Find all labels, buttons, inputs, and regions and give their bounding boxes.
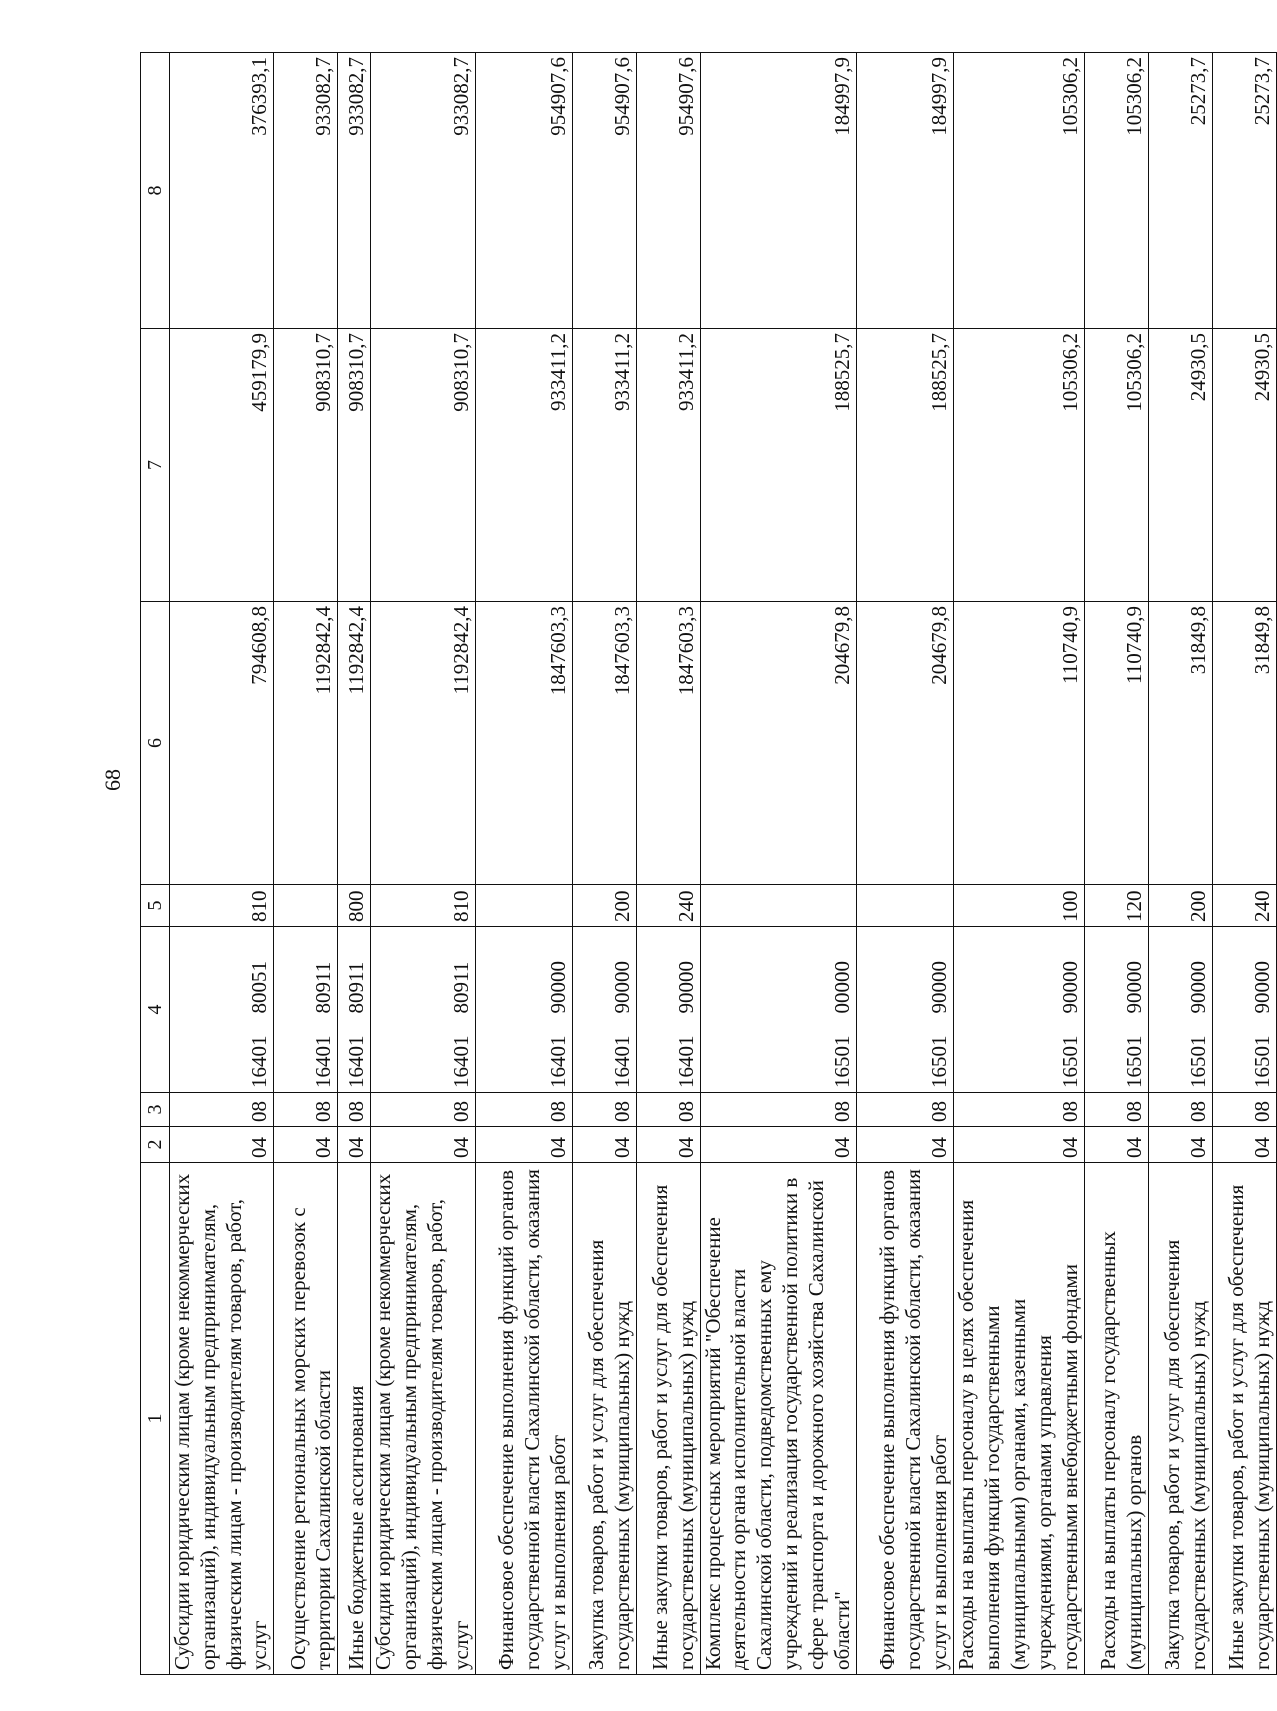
- header-cell: 7: [141, 329, 170, 602]
- amount-col8: 933082,7: [274, 53, 338, 329]
- direction-code: 80911: [311, 961, 336, 1014]
- program-code: 16501: [1185, 1035, 1210, 1088]
- subsection-code: 08: [338, 1093, 371, 1127]
- header-cell: 3: [141, 1093, 170, 1127]
- amount-col8: 105306,2: [1084, 53, 1148, 329]
- section-code: 04: [856, 1127, 953, 1163]
- amount-col7: 459179,9: [170, 329, 274, 602]
- header-cell: 5: [141, 885, 170, 927]
- section-code: 04: [953, 1127, 1084, 1163]
- direction-code: 90000: [545, 961, 570, 1014]
- row-name: Финансовое обеспечение выполнения функций органов государственной власти Сахалинской области, оказания услуг и выполнения работ: [856, 1163, 953, 1675]
- amount-col6: 1192842,4: [274, 602, 338, 885]
- expense-type-code: 100: [953, 885, 1084, 927]
- direction-code: 90000: [1185, 961, 1210, 1014]
- target-article-code: [636, 927, 700, 1093]
- target-article-code: [1084, 927, 1148, 1093]
- expense-type-code: [274, 885, 338, 927]
- table-row: [1212, 53, 1276, 1675]
- header-cell: 1: [141, 1163, 170, 1675]
- subsection-code: 08: [170, 1093, 274, 1127]
- expense-type-code: 800: [338, 885, 371, 927]
- expense-type-code: 810: [170, 885, 274, 927]
- program-code: 16501: [1057, 1035, 1082, 1088]
- amount-col6: 1847603,3: [475, 602, 572, 885]
- subsection-code: 08: [371, 1093, 475, 1127]
- subsection-code: 08: [572, 1093, 636, 1127]
- amount-col7: 188525,7: [700, 329, 856, 602]
- direction-code: 90000: [609, 961, 634, 1014]
- amount-col7: 188525,7: [856, 329, 953, 602]
- section-code: 04: [1148, 1127, 1212, 1163]
- program-code: 16401: [545, 1035, 570, 1088]
- header-cell: 8: [141, 53, 170, 329]
- amount-col7: 908310,7: [338, 329, 371, 602]
- subsection-code: 08: [856, 1093, 953, 1127]
- direction-code: 00000: [829, 961, 854, 1014]
- subsection-code: 08: [700, 1093, 856, 1127]
- target-article-code: [274, 927, 338, 1093]
- budget-table: [140, 52, 1277, 1675]
- table-row: [274, 53, 338, 1675]
- table-row: [636, 53, 700, 1675]
- amount-col8: 25273,7: [1212, 53, 1276, 329]
- target-article-code: [1148, 927, 1212, 1093]
- target-article-code: [953, 927, 1084, 1093]
- row-name: Закупка товаров, работ и услуг для обеспечения государственных (муниципальных) нужд: [1148, 1163, 1212, 1675]
- subsection-code: 08: [1212, 1093, 1276, 1127]
- program-code: 16501: [829, 1035, 854, 1088]
- amount-col6: 31849,8: [1212, 602, 1276, 885]
- amount-col8: 954907,6: [572, 53, 636, 329]
- section-code: 04: [700, 1127, 856, 1163]
- amount-col6: 110740,9: [1084, 602, 1148, 885]
- amount-col8: 376393,1: [170, 53, 274, 329]
- program-code: 16401: [609, 1035, 634, 1088]
- direction-code: 80911: [448, 961, 473, 1014]
- section-code: 04: [636, 1127, 700, 1163]
- amount-col8: 954907,6: [475, 53, 572, 329]
- amount-col6: 31849,8: [1148, 602, 1212, 885]
- table-row: [1148, 53, 1212, 1675]
- amount-col6: 204679,8: [700, 602, 856, 885]
- amount-col8: 184997,9: [856, 53, 953, 329]
- table-row: [1084, 53, 1148, 1675]
- section-code: 04: [475, 1127, 572, 1163]
- target-article-code: [338, 927, 371, 1093]
- row-name: Иные бюджетные ассигнования: [338, 1163, 371, 1675]
- target-article-code: [1212, 927, 1276, 1093]
- expense-type-code: [475, 885, 572, 927]
- direction-code: 90000: [1121, 961, 1146, 1014]
- row-name: Субсидии юридическим лицам (кроме некоммерческих организаций), индивидуальным предпринимателям, физическим лицам - производителям товаров, работ, услуг: [170, 1163, 274, 1675]
- row-name: Субсидии юридическим лицам (кроме некоммерческих организаций), индивидуальным предпринимателям, физическим лицам - производителям товаров, работ, услуг: [371, 1163, 475, 1675]
- row-name: Комплекс процессных мероприятий "Обеспечение деятельности органа исполнительной власти Сахалинской области, подведомственных ему учреждений и реализация государственной политики в сфере транспорта и дорожного хозяйства Сахалинской области": [700, 1163, 856, 1675]
- amount-col6: 1847603,3: [572, 602, 636, 885]
- table-row: [953, 53, 1084, 1675]
- amount-col8: 184997,9: [700, 53, 856, 329]
- amount-col7: 105306,2: [1084, 329, 1148, 602]
- page-number: 68: [100, 769, 125, 791]
- direction-code: 80051: [247, 961, 272, 1014]
- row-name: Иные закупки товаров, работ и услуг для обеспечения государственных (муниципальных) нужд: [1212, 1163, 1276, 1675]
- direction-code: 80911: [344, 961, 369, 1014]
- table-row: [338, 53, 371, 1675]
- amount-col6: 794608,8: [170, 602, 274, 885]
- expense-type-code: [856, 885, 953, 927]
- section-code: 04: [170, 1127, 274, 1163]
- section-code: 04: [572, 1127, 636, 1163]
- direction-code: 90000: [926, 961, 951, 1014]
- row-name: Осуществление региональных морских перевозок с территории Сахалинской области: [274, 1163, 338, 1675]
- table-row: [856, 53, 953, 1675]
- program-code: 16401: [311, 1035, 336, 1088]
- section-code: 04: [274, 1127, 338, 1163]
- row-name: Закупка товаров, работ и услуг для обеспечения государственных (муниципальных) нужд: [572, 1163, 636, 1675]
- row-name: Иные закупки товаров, работ и услуг для обеспечения государственных (муниципальных) нужд: [636, 1163, 700, 1675]
- direction-code: 90000: [673, 961, 698, 1014]
- amount-col6: 1192842,4: [371, 602, 475, 885]
- subsection-code: 08: [274, 1093, 338, 1127]
- amount-col8: 105306,2: [953, 53, 1084, 329]
- amount-col7: 24930,5: [1148, 329, 1212, 602]
- expense-type-code: 240: [1212, 885, 1276, 927]
- amount-col7: 105306,2: [953, 329, 1084, 602]
- section-code: 04: [371, 1127, 475, 1163]
- target-article-code: [572, 927, 636, 1093]
- row-name: Расходы на выплаты персоналу государственных (муниципальных) органов: [1084, 1163, 1148, 1675]
- amount-col7: 933411,2: [475, 329, 572, 602]
- subsection-code: 08: [475, 1093, 572, 1127]
- amount-col7: 933411,2: [572, 329, 636, 602]
- header-row: [141, 53, 170, 1675]
- target-article-code: [700, 927, 856, 1093]
- target-article-code: [856, 927, 953, 1093]
- amount-col7: 24930,5: [1212, 329, 1276, 602]
- amount-col8: 25273,7: [1148, 53, 1212, 329]
- target-article-code: [170, 927, 274, 1093]
- header-cell: 6: [141, 602, 170, 885]
- amount-col6: 204679,8: [856, 602, 953, 885]
- expense-type-code: [700, 885, 856, 927]
- target-article-code: [371, 927, 475, 1093]
- program-code: 16501: [1121, 1035, 1146, 1088]
- expense-type-code: 200: [1148, 885, 1212, 927]
- table-row: [700, 53, 856, 1675]
- amount-col8: 933082,7: [371, 53, 475, 329]
- amount-col7: 908310,7: [274, 329, 338, 602]
- subsection-code: 08: [636, 1093, 700, 1127]
- section-code: 04: [338, 1127, 371, 1163]
- subsection-code: 08: [1084, 1093, 1148, 1127]
- table-row: [170, 53, 274, 1675]
- rotated-page-content: [140, 53, 1274, 1675]
- direction-code: 90000: [1057, 961, 1082, 1014]
- section-code: 04: [1212, 1127, 1276, 1163]
- subsection-code: 08: [1148, 1093, 1212, 1127]
- header-cell: 2: [141, 1127, 170, 1163]
- amount-col6: 110740,9: [953, 602, 1084, 885]
- amount-col6: 1192842,4: [338, 602, 371, 885]
- subsection-code: 08: [953, 1093, 1084, 1127]
- row-name: Расходы на выплаты персоналу в целях обеспечения выполнения функций государственными (муниципальными) органами, казенными учреждениями, органами управления государственными внебюджетными фондами: [953, 1163, 1084, 1675]
- amount-col6: 1847603,3: [636, 602, 700, 885]
- program-code: 16401: [448, 1035, 473, 1088]
- target-article-code: [475, 927, 572, 1093]
- amount-col7: 933411,2: [636, 329, 700, 602]
- table-row: [475, 53, 572, 1675]
- program-code: 16401: [247, 1035, 272, 1088]
- table-row: [572, 53, 636, 1675]
- direction-code: 90000: [1249, 961, 1274, 1014]
- section-code: 04: [1084, 1127, 1148, 1163]
- program-code: 16501: [1249, 1035, 1274, 1088]
- expense-type-code: 240: [636, 885, 700, 927]
- header-cell: 4: [141, 927, 170, 1093]
- program-code: 16401: [344, 1035, 369, 1088]
- expense-type-code: 200: [572, 885, 636, 927]
- program-code: 16501: [926, 1035, 951, 1088]
- amount-col8: 933082,7: [338, 53, 371, 329]
- expense-type-code: 120: [1084, 885, 1148, 927]
- amount-col8: 954907,6: [636, 53, 700, 329]
- program-code: 16401: [673, 1035, 698, 1088]
- table-row: [371, 53, 475, 1675]
- expense-type-code: 810: [371, 885, 475, 927]
- row-name: Финансовое обеспечение выполнения функций органов государственной власти Сахалинской области, оказания услуг и выполнения работ: [475, 1163, 572, 1675]
- amount-col7: 908310,7: [371, 329, 475, 602]
